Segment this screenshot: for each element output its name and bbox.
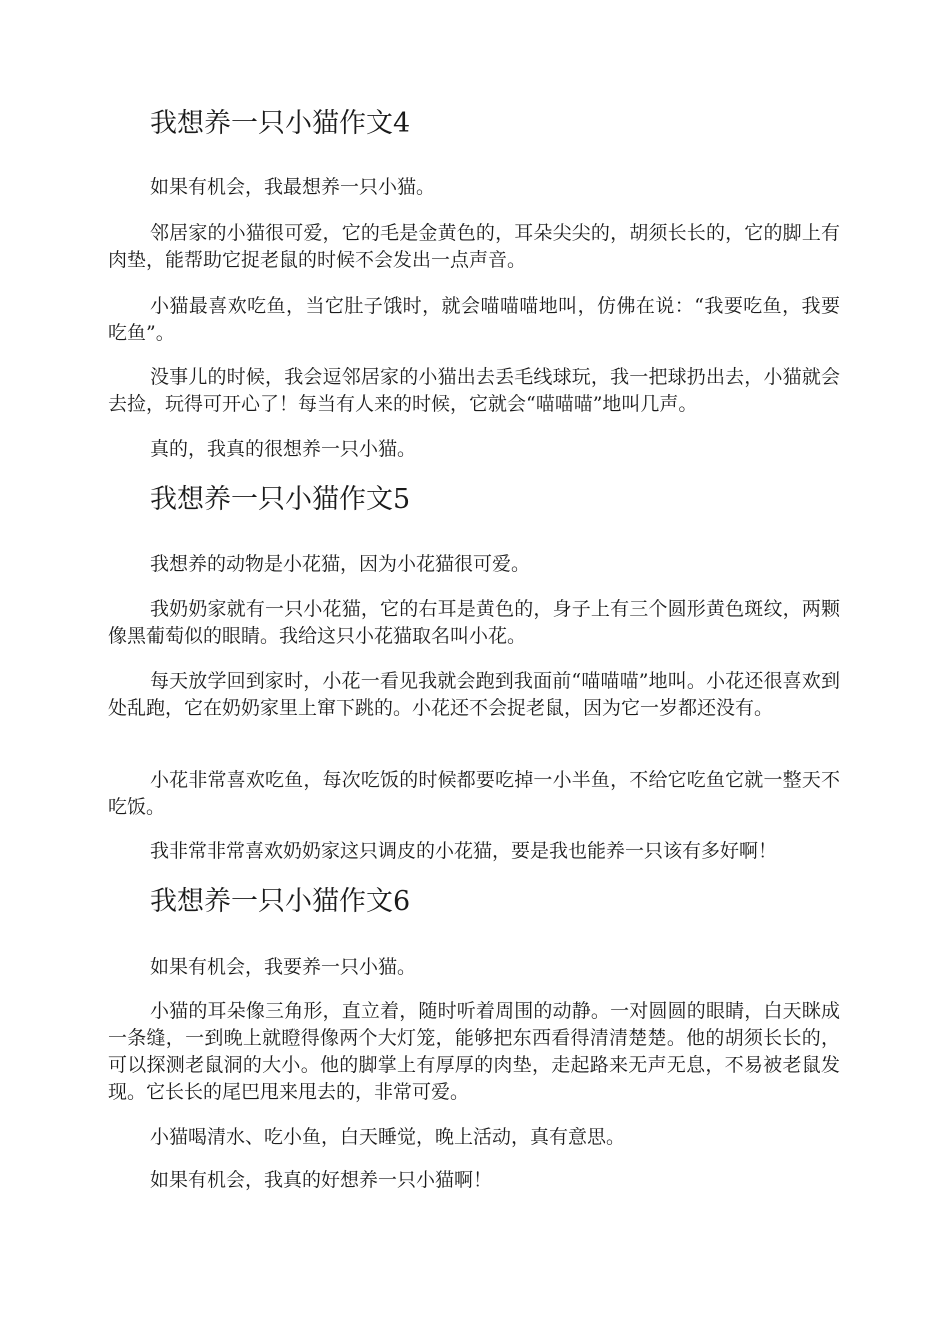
paragraph: 我奶奶家就有一只小花猫，它的右耳是黄色的，身子上有三个圆形黄色斑纹，两颗像黑葡萄似的眼睛。我给这只小花猫取名叫小花。 <box>108 598 840 647</box>
paragraph: 我想养的动物是小花猫，因为小花猫很可爱。 <box>150 553 531 575</box>
paragraph: 如果有机会，我最想养一只小猫。 <box>150 176 436 198</box>
paragraph: 小花非常喜欢吃鱼，每次吃饭的时候都要吃掉一小半鱼，不给它吃鱼它就一整天不吃饭。 <box>108 769 840 818</box>
paragraph: 小猫喝清水、吃小鱼，白天睡觉，晚上活动，真有意思。 <box>150 1126 626 1148</box>
essay-title: 我想养一只小猫作文4 <box>150 108 411 139</box>
essay-title: 我想养一只小猫作文6 <box>150 886 411 917</box>
paragraph: 每天放学回到家时，小花一看见我就会跑到我面前“喵喵喵”地叫。小花还很喜欢到处乱跑，它在奶奶家里上窜下跳的。小花还不会捉老鼠，因为它一岁都还没有。 <box>108 670 840 719</box>
paragraph: 小猫最喜欢吃鱼，当它肚子饿时，就会喵喵喵地叫，仿佛在说：“我要吃鱼，我要吃鱼”。 <box>108 295 840 344</box>
paragraph: 小猫的耳朵像三角形，直立着，随时听着周围的动静。一对圆圆的眼睛，白天眯成一条缝，一到晚上就瞪得像两个大灯笼，能够把东西看得清清楚楚。他的胡须长长的，可以探测老鼠洞的大小。他的脚掌上有厚厚的肉垫，走起路来无声无息，不易被老鼠发现。它长长的尾巴甩来甩去的，非常可爱。 <box>108 1000 840 1103</box>
essay-title: 我想养一只小猫作文5 <box>150 484 411 515</box>
paragraph: 邻居家的小猫很可爱，它的毛是金黄色的，耳朵尖尖的，胡须长长的，它的脚上有肉垫，能帮助它捉老鼠的时候不会发出一点声音。 <box>108 222 840 271</box>
paragraph: 如果有机会，我真的好想养一只小猫啊！ <box>150 1169 493 1191</box>
paragraph: 我非常非常喜欢奶奶家这只调皮的小花猫，要是我也能养一只该有多好啊！ <box>150 840 778 862</box>
paragraph: 真的，我真的很想养一只小猫。 <box>150 438 417 460</box>
paragraph: 没事儿的时候，我会逗邻居家的小猫出去丢毛线球玩，我一把球扔出去，小猫就会去捡，玩得可开心了！每当有人来的时候，它就会“喵喵喵”地叫几声。 <box>108 366 840 415</box>
paragraph: 如果有机会，我要养一只小猫。 <box>150 956 417 978</box>
